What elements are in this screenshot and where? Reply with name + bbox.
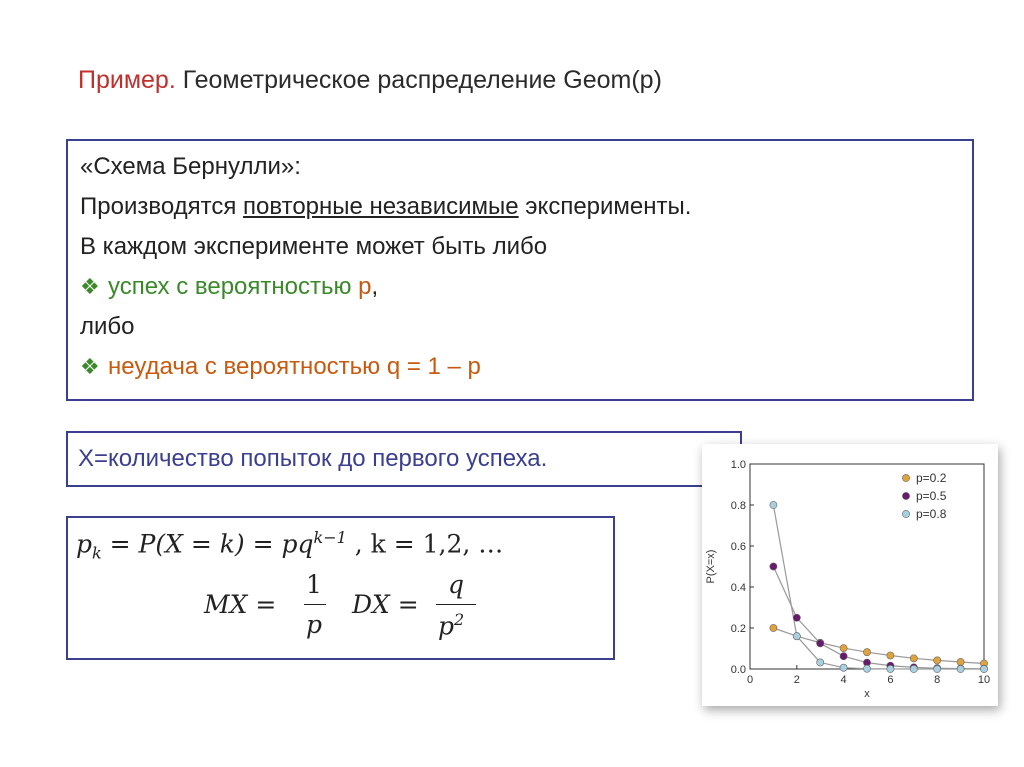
bernoulli-heading: «Схема Бернулли»: (80, 153, 301, 180)
legend-label: p=0.5 (916, 489, 947, 503)
plot-frame (750, 464, 984, 669)
mx-fraction-bar (304, 604, 326, 605)
x-tick-label: 0 (746, 674, 754, 686)
data-point (887, 652, 894, 659)
data-point (770, 501, 777, 508)
pmf-tail: , k = 1,2, … (346, 529, 504, 559)
legend-label: p=0.2 (916, 471, 947, 485)
slide-title (78, 66, 662, 95)
chart-panel (702, 444, 998, 706)
success-line (80, 273, 378, 301)
data-point (910, 665, 917, 672)
pmf-sup: k−1 (313, 528, 347, 547)
y-tick-label: 0.4 (730, 582, 746, 594)
dx-den-sup: 2 (454, 610, 465, 629)
series-line-2 (773, 505, 984, 669)
mx-label: MX = (204, 590, 277, 619)
failure-line (80, 353, 481, 381)
pmf-sub: k (92, 543, 102, 563)
data-point (957, 658, 964, 665)
legend-marker (902, 492, 909, 499)
diamond-bullet-icon: ❖ (80, 354, 100, 379)
dx-fraction-bar (436, 604, 476, 605)
mx-denominator: p (306, 610, 323, 639)
y-tick-label: 1.0 (730, 459, 746, 471)
y-tick-label: 0.8 (730, 500, 746, 512)
y-axis-label: P(X=x) (705, 549, 717, 584)
data-point (793, 614, 800, 621)
x-tick-label: 2 (793, 674, 800, 686)
line2-pre: Производятся (80, 193, 244, 220)
failure-formula: q = 1 – p (386, 353, 481, 380)
y-tick-label: 0.6 (730, 541, 746, 553)
legend-label: p=0.8 (916, 507, 947, 521)
pmf-formula (76, 528, 503, 562)
data-point (863, 665, 870, 672)
dx-label: DX = (352, 590, 419, 619)
x-axis-label: x (864, 688, 870, 700)
success-tail: , (371, 273, 379, 300)
pmf-mid: = P(X = k) = pq (101, 529, 314, 559)
line2-post: эксперименты. (518, 193, 692, 220)
legend-marker (902, 510, 909, 517)
x-definition-text: X=количество попыток до первого успеха. (78, 445, 548, 472)
pmf-p: p (76, 529, 93, 559)
data-point (934, 665, 941, 672)
data-point (817, 659, 824, 666)
data-point (910, 655, 917, 662)
data-point (840, 653, 847, 660)
data-point (980, 665, 987, 672)
data-point (840, 644, 847, 651)
formula-box (66, 516, 615, 660)
dx-denominator (438, 610, 464, 640)
legend-marker (902, 474, 909, 481)
x-tick-label: 8 (934, 674, 941, 686)
bernoulli-line3: В каждом эксперименте может быть либо (80, 233, 548, 260)
data-point (793, 633, 800, 640)
line2-underlined: повторные независимые (243, 193, 519, 220)
success-label: успех с вероятностью (108, 273, 359, 300)
bernoulli-line2 (80, 193, 691, 221)
x-tick-label: 10 (977, 674, 991, 686)
dx-den-p: p (438, 611, 455, 641)
data-point (887, 665, 894, 672)
data-point (840, 664, 847, 671)
data-point (817, 640, 824, 647)
failure-label: неудача с вероятностью (108, 353, 387, 380)
success-var: p (358, 273, 372, 300)
data-point (957, 665, 964, 672)
x-definition-box (66, 431, 742, 487)
y-tick-label: 0.0 (730, 664, 746, 676)
data-point (770, 624, 777, 631)
data-point (770, 563, 777, 570)
data-point (934, 657, 941, 664)
mx-numerator: 1 (306, 570, 322, 599)
y-tick-label: 0.2 (730, 623, 746, 635)
or-word: либо (80, 313, 135, 340)
bernoulli-box (66, 139, 974, 401)
dx-numerator: q (448, 570, 465, 599)
x-tick-label: 4 (840, 674, 847, 686)
geometric-pmf-chart (702, 444, 998, 706)
title-text: Геометрическое распределение Geom(p) (175, 66, 662, 94)
x-tick-label: 6 (887, 674, 894, 686)
data-point (863, 649, 870, 656)
diamond-bullet-icon: ❖ (80, 274, 100, 299)
title-keyword: Пример. (78, 66, 176, 94)
